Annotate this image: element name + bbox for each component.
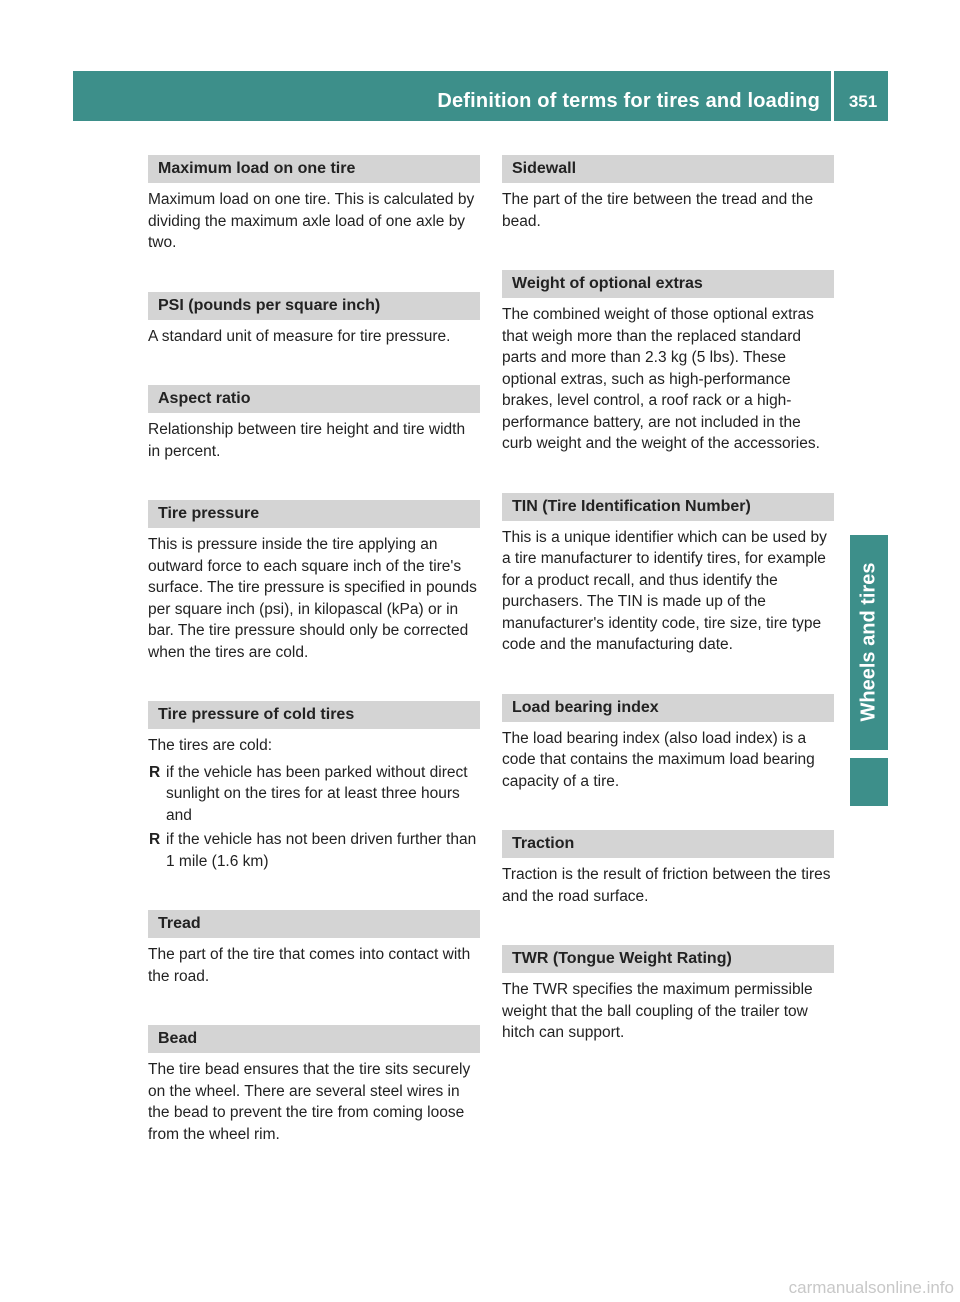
section-text: A standard unit of measure for tire pressure. xyxy=(148,327,451,345)
section-text: This is pressure inside the tire applying an outward force to each square inch of the tire's surface. The tire pressure is specified in pounds per square inch (psi), in kilopascal (kPa) or in bar. The tire pressure should only be corrected when the tires are cold. xyxy=(148,536,477,661)
page-title: Definition of terms for tires and loading xyxy=(437,90,820,112)
section-text: Relationship between tire height and tire width in percent. xyxy=(148,421,466,460)
section-tin xyxy=(502,493,834,656)
section-text: The load bearing index (also load index) is a code that contains the maximum load bearing capacity of a tire. xyxy=(502,729,815,790)
chapter-tab-label: Wheels and tires xyxy=(857,562,880,722)
section-psi xyxy=(148,292,480,348)
section-heading: Tire pressure xyxy=(148,500,480,528)
section-load-index xyxy=(502,694,834,793)
section-heading: Tire pressure of cold tires xyxy=(148,701,480,729)
section-heading: Maximum load on one tire xyxy=(148,155,480,183)
list-item xyxy=(148,829,480,872)
section-aspect-ratio xyxy=(148,385,480,462)
section-sidewall xyxy=(502,155,834,232)
section-heading: Aspect ratio xyxy=(148,385,480,413)
condition-list xyxy=(148,762,480,873)
header-divider xyxy=(831,71,834,121)
right-column xyxy=(502,155,834,1082)
list-item xyxy=(148,762,480,827)
section-intro: The tires are cold: xyxy=(148,737,273,754)
chapter-tab-marker xyxy=(850,758,888,806)
section-traction xyxy=(502,830,834,907)
section-heading: Tread xyxy=(148,910,480,938)
section-heading: TWR (Tongue Weight Rating) xyxy=(502,945,834,973)
section-text: This is a unique identifier which can be used by a tire manufacturer to identify tires, for example for a product recall, and thus identify the purchasers. The TIN is made up of the manufacturer's identity code, tire size, tire type code and the manufacturing date. xyxy=(502,528,827,653)
page-number: 351 xyxy=(848,92,878,111)
section-max-load xyxy=(148,155,480,254)
section-heading: Load bearing index xyxy=(502,694,834,722)
section-text: The TWR specifies the maximum permissible weight that the ball coupling of the trailer tow hitch can support. xyxy=(502,981,813,1041)
section-bead xyxy=(148,1025,480,1145)
section-text: The combined weight of those optional extras that weigh more than the replaced standard parts and more than 2.3 kg (5 lbs). These optional extras, such as high-performance brakes, level control, a roof rack or a high-performance battery, are not included in the curb weight and the weight of the accessories. xyxy=(502,306,820,452)
bullet-marker: R xyxy=(149,763,161,781)
section-heading: TIN (Tire Identification Number) xyxy=(502,493,834,521)
section-tread xyxy=(148,910,480,987)
list-item-text: if the vehicle has been parked without direct sunlight on the tires for at least three hours and xyxy=(166,763,468,824)
section-text: The part of the tire between the tread and the bead. xyxy=(502,191,814,230)
section-heading: Sidewall xyxy=(502,155,834,183)
section-text: The tire bead ensures that the tire sits securely on the wheel. There are several steel wires in the bead to prevent the tire from coming loose from the wheel rim. xyxy=(148,1061,471,1143)
section-tire-pressure xyxy=(148,500,480,663)
bullet-marker: R xyxy=(149,831,161,848)
watermark: carmanualsonline.info xyxy=(788,1278,954,1297)
section-text: Maximum load on one tire. This is calculated by dividing the maximum axle load of one axle by two. xyxy=(148,191,475,251)
section-text: The part of the tire that comes into contact with the road. xyxy=(148,946,471,985)
left-column xyxy=(148,155,480,1183)
section-text: Traction is the result of friction between the tires and the road surface. xyxy=(502,866,831,905)
section-heading: Bead xyxy=(148,1025,480,1053)
section-heading: Weight of optional extras xyxy=(502,270,834,298)
section-heading: PSI (pounds per square inch) xyxy=(148,292,480,320)
section-cold-tires xyxy=(148,701,480,872)
list-item-text: if the vehicle has not been driven further than 1 mile (1.6 km) xyxy=(166,831,477,870)
section-twr xyxy=(502,945,834,1044)
section-optional-extras xyxy=(502,270,834,455)
section-heading: Traction xyxy=(502,830,834,858)
